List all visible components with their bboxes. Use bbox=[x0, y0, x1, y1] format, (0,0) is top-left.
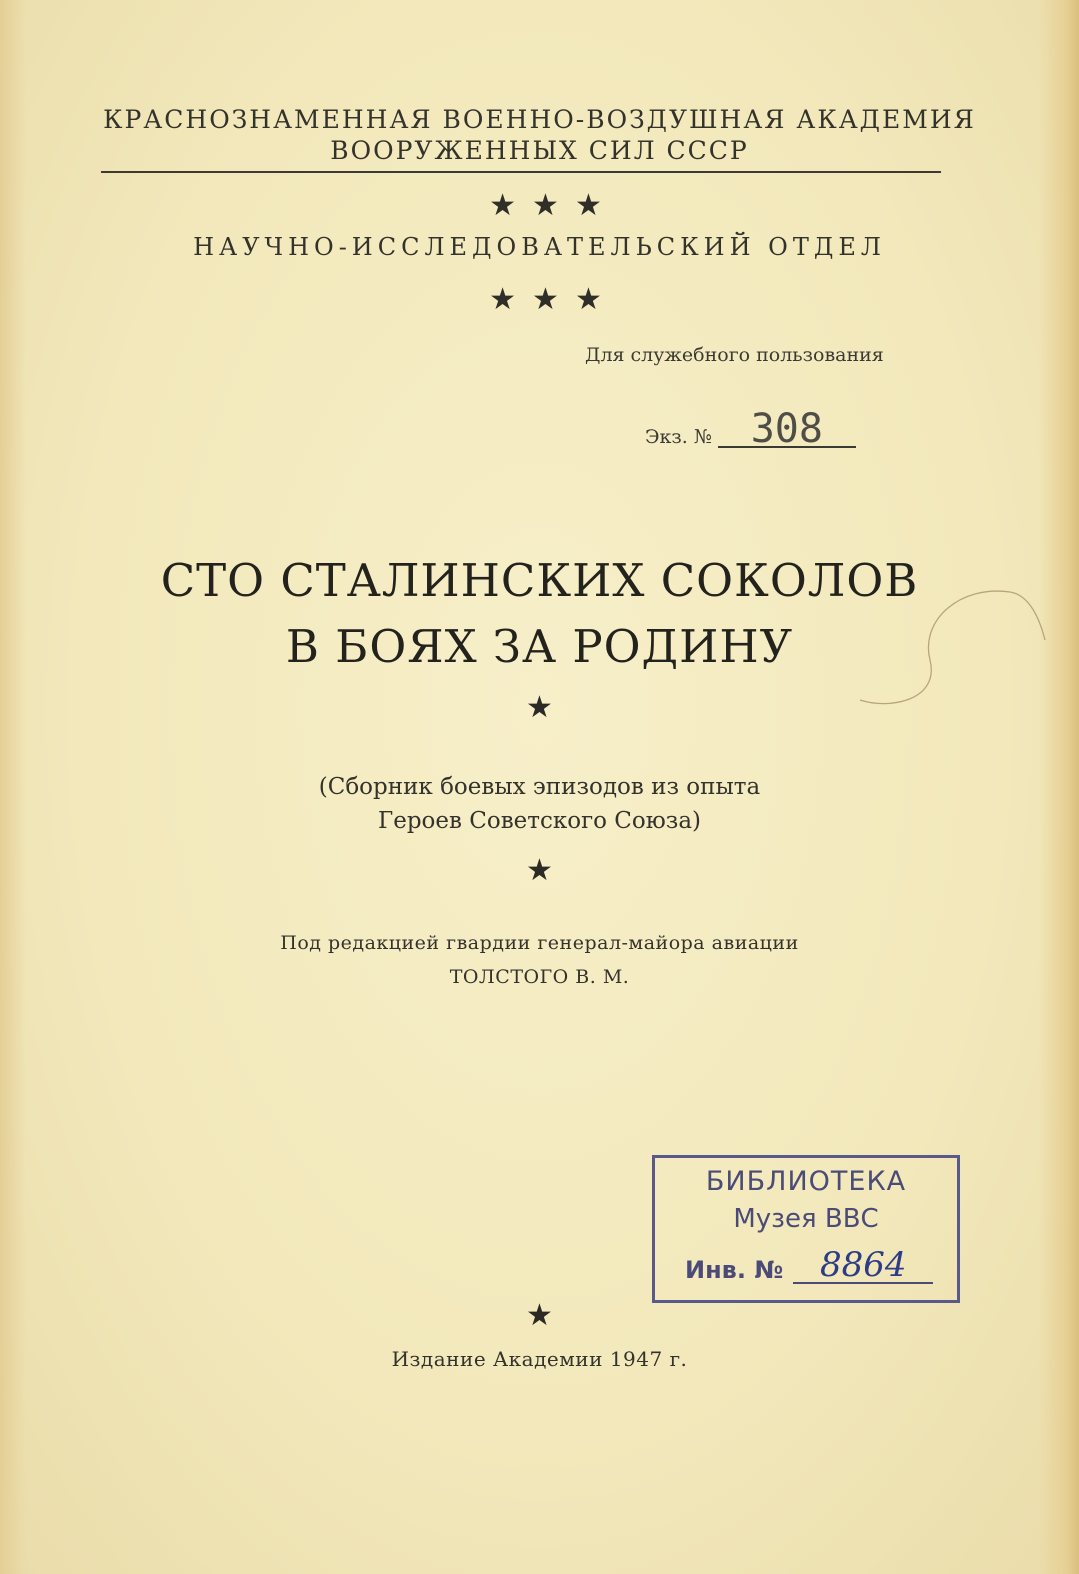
stamp-inventory-label: Инв. № bbox=[685, 1256, 784, 1284]
editor-line-2: ТОЛСТОГО В. М. bbox=[449, 966, 630, 988]
official-use-label: Для служебного пользования bbox=[585, 344, 884, 366]
copy-number-label: Экз. № bbox=[645, 426, 712, 448]
academy-name bbox=[0, 104, 1079, 166]
editor-credit bbox=[0, 926, 1079, 994]
academy-line-2: ВООРУЖЕННЫХ СИЛ СССР bbox=[330, 136, 749, 165]
star-ornament-3: ★ bbox=[526, 1298, 553, 1333]
title-line-2: В БОЯХ ЗА РОДИНУ bbox=[285, 620, 794, 673]
pencil-scribble bbox=[850, 580, 1050, 720]
title-line-1: СТО СТАЛИНСКИХ СОКОЛОВ bbox=[160, 554, 919, 607]
publisher-line: Издание Академии 1947 г. bbox=[391, 1347, 688, 1371]
star-ornament-2: ★ bbox=[526, 853, 553, 888]
stars-ornament-top: ★★★ bbox=[489, 188, 618, 223]
copy-number-row bbox=[645, 406, 856, 452]
subtitle-line-2: Героев Советского Союза) bbox=[377, 808, 702, 834]
editor-line-1: Под редакцией гвардии генерал-майора авиации bbox=[280, 932, 799, 954]
subtitle-line-1: (Сборник боевых эпизодов из опыта bbox=[318, 774, 761, 800]
stamp-inventory-row bbox=[685, 1245, 933, 1285]
stamp-line-1: БИБЛИОТЕКА bbox=[705, 1166, 907, 1197]
stamp-inventory-number: 8864 bbox=[793, 1248, 933, 1284]
department-name: НАУЧНО-ИССЛЕДОВАТЕЛЬСКИЙ ОТДЕЛ bbox=[193, 233, 886, 261]
library-stamp bbox=[652, 1155, 960, 1303]
header-rule bbox=[101, 171, 941, 173]
academy-line-1: КРАСНОЗНАМЕННАЯ ВОЕННО-ВОЗДУШНАЯ АКАДЕМИЯ bbox=[103, 105, 976, 134]
copy-number-value: 308 bbox=[718, 412, 856, 448]
stars-ornament-bottom: ★★★ bbox=[489, 282, 618, 317]
book-subtitle bbox=[0, 770, 1079, 838]
star-ornament-1: ★ bbox=[526, 690, 553, 725]
stamp-line-2: Музея ВВС bbox=[733, 1204, 879, 1234]
